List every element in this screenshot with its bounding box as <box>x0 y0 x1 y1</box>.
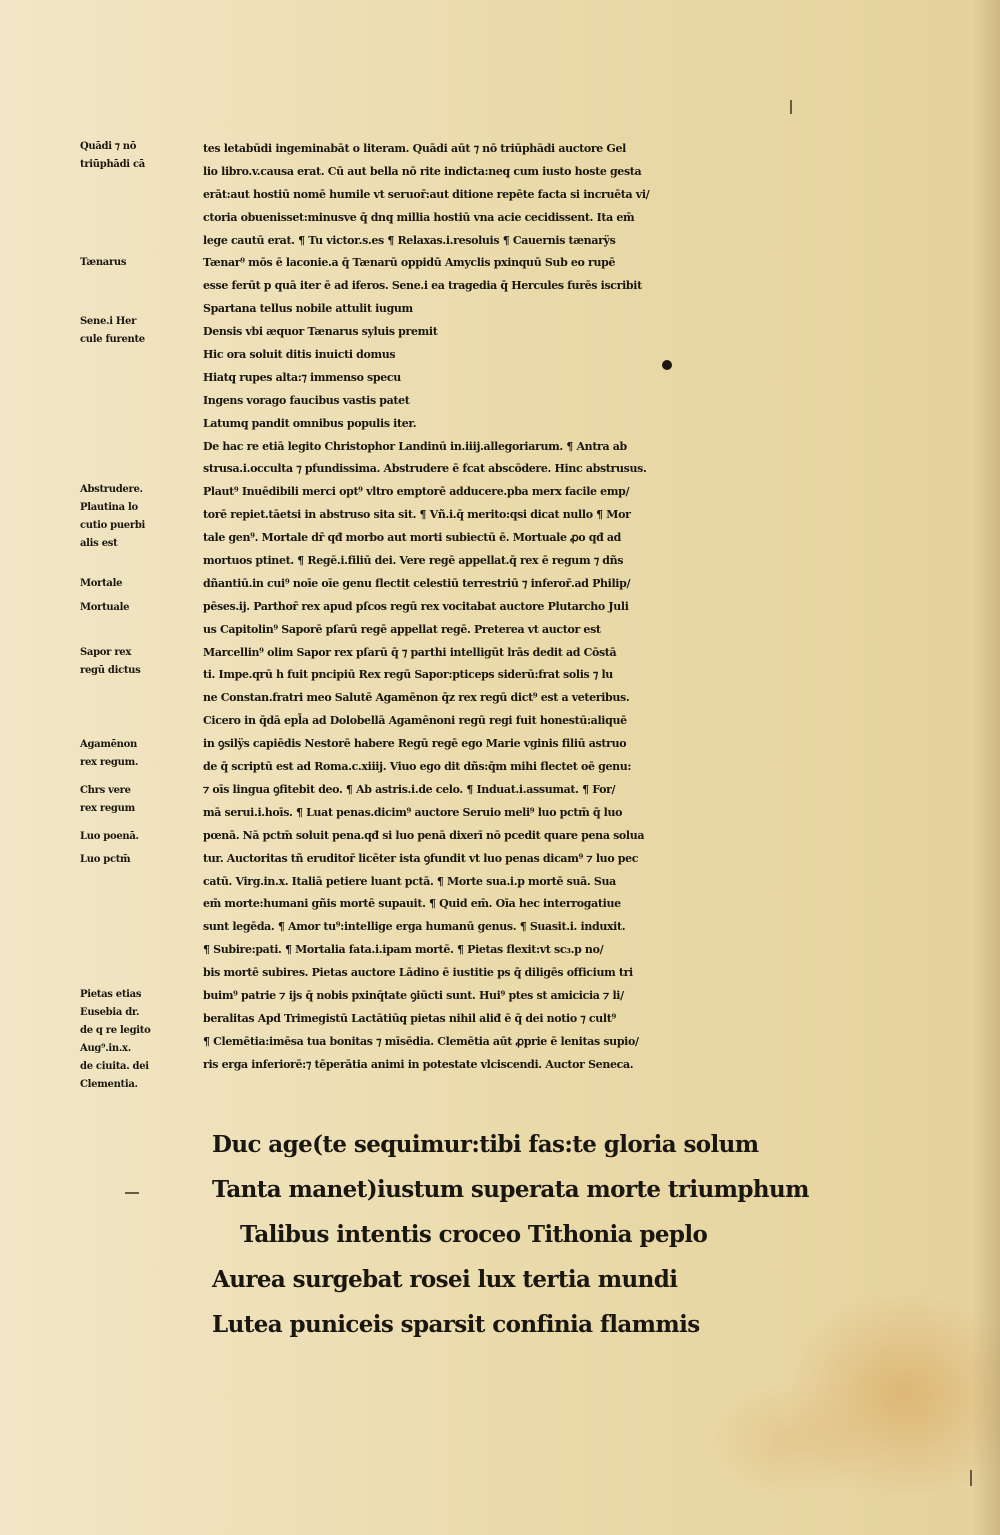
margin-tick-mark <box>790 100 792 114</box>
text-line: dñantiū.in cui⁹ noīe oīe genu flectit celestiū terrestriū ⁊ inferor̄.ad Philip/ <box>203 576 631 590</box>
text-line: esse ferūt p quā iter ē ad iferos. Sene.i ea tragedia q̄ Hercules furēs iscribit <box>203 279 642 293</box>
margin-note: Agamēnon rex regum. <box>80 739 139 768</box>
text-line: Marcellin⁹ olim Sapor rex pſarū q̄ ⁊ parthi intelligūt lrās dedit ad Cōstā <box>203 645 617 659</box>
text-line: catū. Virg.in.x. Italiā petiere luant pctā. ¶ Morte sua.i.p mortē suā. Sua <box>203 874 616 888</box>
text-line: tur. Auctoritas tñ eruditor̄ licēter ista ꝯfundit vt luo penas dicam⁹ ⁊ luo pec <box>203 851 639 865</box>
text-line: Latumq̧ pandit omnibus populis iter. <box>203 416 417 430</box>
text-line: ⁊ oīs lingua ꝯfitebit deo. ¶ Ab astris.i.de celo. ¶ Induat.i.assumat. ¶ For/ <box>203 782 616 796</box>
text-line: lio libro.v.causa erat. Cū aut bella nō rite indicta:neq̧ cum iusto hoste gesta <box>203 164 642 178</box>
margin-note: Pietas etias Eusebia dr. de q re legito Aug⁹.in.x. de ciuita. dei Clementia. <box>80 989 151 1090</box>
margin-note: Quādi ⁊ nō triūphādi cā <box>80 141 145 170</box>
text-line: torē repiet.tāetsi in abstruso sita sit. ¶ Vñ.i.q̄ merito:qsi dicat nullo ¶ Mor <box>203 508 631 522</box>
text-line: em̄ morte:humani gñis mortē supauit. ¶ Quid em̄. Oīa hec interrogatiue <box>203 897 621 911</box>
text-line: sunt legēda. ¶ Amor tu⁹:intellige erga humanū genus. ¶ Suasit.i. induxit. <box>203 920 626 934</box>
text-line: erāt:aut hostiū nomē humile vt seruor̄:aut ditione repēte facta si incruēta vi/ <box>203 187 650 201</box>
text-line: us Capitolin⁹ Saporē pſarū regē appellat regē. Preterea vt auctor est <box>203 622 601 636</box>
text-line: buim⁹ patrie ⁊ ijs q̄ nobis pxinq̄tate ꝯiūcti sunt. Hui⁹ ptes st amicicia ⁊ li/ <box>203 988 624 1002</box>
text-line: De hac re etiā legito Christophor Landinū in.iiij.allegoriarum. ¶ Antra ab <box>203 439 627 453</box>
verse-block <box>212 1122 852 1347</box>
text-line: pœnā. Nā pctm̄ soluit pena.qđ si luo penā dixerī nō pcedit quare pena solua <box>203 828 645 842</box>
text-line: mā serui.i.hoīs. ¶ Luat penas.dicim⁹ auctore Seruio meli⁹ luo pctm̄ q̄ luo <box>203 805 623 819</box>
text-line: mortuos ptinet. ¶ Regē.i.filiū dei. Vere regē appellat.q̄ rex ē regum ⁊ dñs <box>203 554 624 568</box>
text-line: Hiatq̧ rupes alta:⁊ immenso specu <box>203 370 401 384</box>
verse-line: Lutea puniceis sparsit confinia flammis <box>212 1311 700 1338</box>
text-line: Hic ora soluit ditis inuicti domus <box>203 348 396 362</box>
text-line: ¶ Clemētia:imēsa tua bonitas ⁊ mīsēdia. Clemētia aūt ꝓprie ē lenitas supio/ <box>203 1034 639 1048</box>
margin-tick-mark <box>970 1470 972 1486</box>
text-line: Plaut⁹ Inuēdibili merci opt⁹ vltro emptorē adducere.pba merx facile emp/ <box>203 485 630 499</box>
text-line: ti. Impe.qrū h fuit pncipiū Rex regū Sapor:pticeps siderū:frat solis ⁊ lu <box>203 668 613 682</box>
text-line: Densis vbi æquor Tænarus syluis premit <box>203 325 438 339</box>
verse-line: Aurea surgebat rosei lux tertia mundi <box>212 1266 678 1293</box>
text-line: strusa.i.occulta ⁊ pfundissima. Abstrudere ē fcat abscōdere. Hinc abstrusus. <box>203 462 647 476</box>
margin-note: Sapor rex regū dictus <box>80 647 141 676</box>
margin-note: Mortale <box>80 578 123 589</box>
margin-note: Luo poenā. <box>80 831 139 842</box>
text-line: ¶ Subire:pati. ¶ Mortalia fata.i.ipam mortē. ¶ Pietas flexit:vt sc₃.p no/ <box>203 943 604 957</box>
verse-line: Tanta manet)iustum superata morte triumphum <box>212 1176 809 1203</box>
text-line: pēses.ij. Parthor̄ rex apud pſcos regū rex vocitabat auctore Plutarcho Juli <box>203 599 629 613</box>
margin-note: Mortuale <box>80 602 130 613</box>
margin-note: Abstrudere. Plautina lo cutio puerbi alis est <box>80 484 146 549</box>
verse-line: Talibus intentis croceo Tithonia peplo <box>240 1221 708 1248</box>
text-line: in ꝯsilÿs capiēdis Nestorē habere Regū regē ego Marie vginis filiū astruo <box>203 737 627 751</box>
margin-note: Luo pctm̄ <box>80 854 131 865</box>
text-line: Spartana tellus nobile attulit iugum <box>203 302 413 316</box>
text-line: bis mortē subires. Pietas auctore Lādino ē iustitie ps q̄ diligēs officium tri <box>203 966 633 980</box>
margin-note: Tænarus <box>80 257 127 268</box>
verse-line: Duc age(te sequimur:tibi fas:te gloria solum <box>212 1131 759 1158</box>
text-line: Tænar⁹ mōs ē laconie.a q̄ Tænarū oppidū Amyclis pxinquū Sub eo rupē <box>203 256 616 270</box>
text-line: tes letabūdi ingeminabāt o literam. Quādi aūt ⁊ nō triūphādi auctore Gel <box>203 142 626 155</box>
text-line: ctoria obuenisset:minusve q̄ dnq̧ millia hostiū vna acie cecidissent. Ita em̄ <box>203 210 635 224</box>
commentary-text <box>203 138 913 1077</box>
margin-note: Chrs vere rex regum <box>80 785 135 814</box>
text-line: lege cautū erat. ¶ Tu victor.s.es ¶ Relaxas.i.resoluis ¶ Cauernis tænarÿs <box>203 233 616 247</box>
margin-note: Sene.i Her cule furente <box>80 316 145 345</box>
text-line: Ingens vorago faucibus vastis patet <box>203 393 410 407</box>
text-line: ris erga inferiorē:⁊ tēperātia animi in potestate vlciscendi. Auctor Seneca. <box>203 1057 634 1071</box>
text-line: beralitas Apd Trimegistū Lactātiūq̧ pietas nihil aliđ ē q̄ dei notio ⁊ cult⁹ <box>203 1011 616 1025</box>
text-line: ne Constan.fratri meo Salutē Agamēnon q̄z rex regū dict⁹ est a veteribus. <box>203 691 630 705</box>
text-line: Cicero in q̄dā epl̄a ad Dolobellā Agamēnoni regū regi fuit honestū:aliquē <box>203 714 627 728</box>
ink-dot <box>662 360 672 370</box>
margin-tick-mark <box>125 1192 139 1194</box>
text-line: tale gen⁹. Mortale dr̄ qđ morbo aut morti subiectū ē. Mortuale ꝓo qđ ad <box>203 531 622 545</box>
text-line: de q̄ scriptū est ad Roma.c.xiiij. Viuo ego dit dñs:q̄m mihi flectet oē genu: <box>203 760 632 774</box>
